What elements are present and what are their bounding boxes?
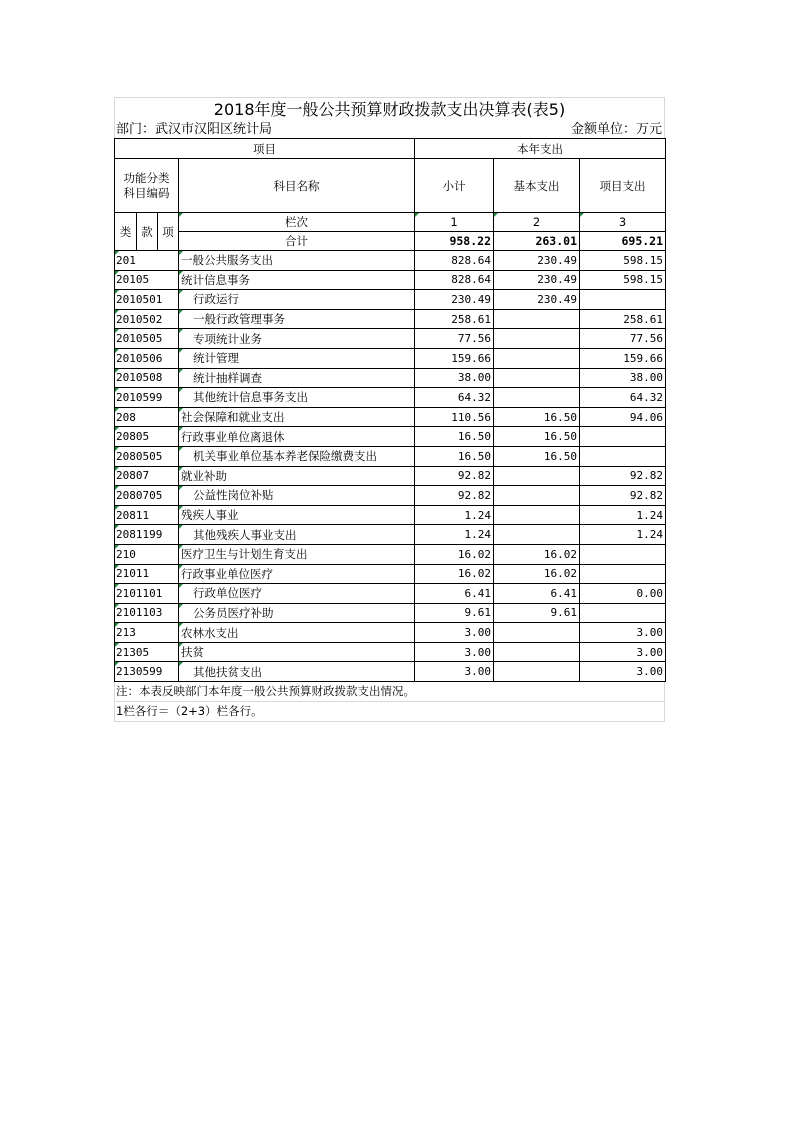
header-col3: 3: [580, 213, 666, 232]
row-basic: 230.49: [494, 270, 580, 290]
row-code: 208: [115, 407, 179, 427]
row-basic: [494, 623, 580, 643]
header-column-no: 栏次: [179, 213, 415, 232]
row-basic: [494, 525, 580, 545]
table-row: [115, 642, 666, 662]
table-row: [115, 623, 666, 643]
table-row: [115, 486, 666, 506]
header-project: 项目: [115, 139, 415, 159]
row-basic: [494, 309, 580, 329]
row-code: 2010502: [115, 309, 179, 329]
table-row: [115, 270, 666, 290]
row-project: 1.24: [580, 525, 666, 545]
total-basic: 263.01: [494, 232, 580, 251]
table-row: [115, 525, 666, 545]
table-row: [115, 368, 666, 388]
meta-row: [114, 122, 665, 138]
row-project: [580, 603, 666, 623]
row-basic: [494, 662, 580, 682]
row-subtotal: 38.00: [415, 368, 494, 388]
row-subject-name: 统计管理: [179, 348, 415, 368]
row-subject-name: 统计抽样调查: [179, 368, 415, 388]
row-basic: [494, 348, 580, 368]
row-subject-name: 统计信息事务: [179, 270, 415, 290]
row-project: 3.00: [580, 642, 666, 662]
row-project: 3.00: [580, 623, 666, 643]
row-basic: 16.50: [494, 446, 580, 466]
header-subtotal: 小计: [415, 159, 494, 213]
row-subject-name: 医疗卫生与计划生育支出: [179, 544, 415, 564]
row-project: 77.56: [580, 329, 666, 349]
row-project: 598.15: [580, 251, 666, 271]
row-basic: [494, 329, 580, 349]
row-basic: 9.61: [494, 603, 580, 623]
row-code: 213: [115, 623, 179, 643]
row-basic: 16.02: [494, 544, 580, 564]
row-code: 20105: [115, 270, 179, 290]
row-code: 21011: [115, 564, 179, 584]
row-subtotal: 1.24: [415, 525, 494, 545]
row-project: 1.24: [580, 505, 666, 525]
row-project: 94.06: [580, 407, 666, 427]
row-subtotal: 92.82: [415, 466, 494, 486]
row-project: 64.32: [580, 388, 666, 408]
row-basic: [494, 466, 580, 486]
row-subject-name: 公益性岗位补贴: [179, 486, 415, 506]
header-col1: 1: [415, 213, 494, 232]
row-code: 2010506: [115, 348, 179, 368]
row-subtotal: 3.00: [415, 662, 494, 682]
note-2: 1栏各行＝（2+3）栏各行。: [114, 702, 665, 722]
row-project: [580, 290, 666, 310]
row-basic: [494, 642, 580, 662]
row-subtotal: 64.32: [415, 388, 494, 408]
row-code: 2081199: [115, 525, 179, 545]
row-code: 2010599: [115, 388, 179, 408]
table-row: [115, 584, 666, 604]
table-row: [115, 505, 666, 525]
table-row: [115, 290, 666, 310]
row-code: 20811: [115, 505, 179, 525]
header-kuan: 款: [137, 213, 158, 251]
table-row: [115, 603, 666, 623]
row-code: 21305: [115, 642, 179, 662]
row-subtotal: 92.82: [415, 486, 494, 506]
row-subject-name: 其他统计信息事务支出: [179, 388, 415, 408]
row-code: 210: [115, 544, 179, 564]
row-project: 598.15: [580, 270, 666, 290]
row-project: 92.82: [580, 486, 666, 506]
row-code: 2130599: [115, 662, 179, 682]
row-subject-name: 扶贫: [179, 642, 415, 662]
row-subject-name: 残疾人事业: [179, 505, 415, 525]
table-row: [115, 564, 666, 584]
table-row: [115, 329, 666, 349]
row-subtotal: 3.00: [415, 642, 494, 662]
row-subject-name: 公务员医疗补助: [179, 603, 415, 623]
row-subject-name: 行政单位医疗: [179, 584, 415, 604]
table-row: [115, 309, 666, 329]
func-code-line2: 科目编码: [123, 185, 170, 200]
row-subtotal: 1.24: [415, 505, 494, 525]
header-col2: 2: [494, 213, 580, 232]
row-basic: 230.49: [494, 251, 580, 271]
table-row: [115, 348, 666, 368]
func-code-line1: 功能分类: [123, 170, 170, 185]
row-subject-name: 行政运行: [179, 290, 415, 310]
row-subtotal: 230.49: [415, 290, 494, 310]
header-lei: 类: [115, 213, 137, 251]
row-subtotal: 258.61: [415, 309, 494, 329]
row-subtotal: 16.02: [415, 564, 494, 584]
header-current-year: 本年支出: [415, 139, 666, 159]
row-project: 3.00: [580, 662, 666, 682]
table-row: [115, 662, 666, 682]
table-row: [115, 407, 666, 427]
table-row: [115, 544, 666, 564]
row-code: 2080505: [115, 446, 179, 466]
table-title: 2018年度一般公共预算财政拨款支出决算表(表5): [114, 97, 665, 122]
row-subject-name: 机关事业单位基本养老保险缴费支出: [179, 446, 415, 466]
total-label: 合计: [179, 232, 415, 251]
row-code: 201: [115, 251, 179, 271]
row-basic: [494, 505, 580, 525]
table-row: [115, 251, 666, 271]
row-project: 258.61: [580, 309, 666, 329]
row-subtotal: 9.61: [415, 603, 494, 623]
row-basic: 230.49: [494, 290, 580, 310]
row-subtotal: 110.56: [415, 407, 494, 427]
row-subtotal: 6.41: [415, 584, 494, 604]
row-subject-name: 社会保障和就业支出: [179, 407, 415, 427]
row-code: 2080705: [115, 486, 179, 506]
note-1: 注：本表反映部门本年度一般公共预算财政拨款支出情况。: [114, 682, 665, 702]
row-subtotal: 16.50: [415, 446, 494, 466]
row-subject-name: 专项统计业务: [179, 329, 415, 349]
header-project-exp: 项目支出: [580, 159, 666, 213]
row-subtotal: 16.50: [415, 427, 494, 447]
header-xiang: 项: [158, 213, 179, 251]
row-subtotal: 828.64: [415, 251, 494, 271]
row-subtotal: 77.56: [415, 329, 494, 349]
row-project: [580, 564, 666, 584]
row-basic: 16.50: [494, 427, 580, 447]
row-code: 20805: [115, 427, 179, 447]
row-subject-name: 行政事业单位离退休: [179, 427, 415, 447]
table-row: [115, 427, 666, 447]
row-code: 2101103: [115, 603, 179, 623]
unit-label: 金额单位：万元: [570, 122, 662, 137]
row-code: 2010505: [115, 329, 179, 349]
row-basic: [494, 486, 580, 506]
header-subject-name: 科目名称: [179, 159, 415, 213]
row-subtotal: 3.00: [415, 623, 494, 643]
row-code: 2101101: [115, 584, 179, 604]
table-row: [115, 388, 666, 408]
row-project: [580, 427, 666, 447]
row-subtotal: 159.66: [415, 348, 494, 368]
department-label: 部门：武汉市汉阳区统计局: [116, 122, 273, 137]
row-subject-name: 一般行政管理事务: [179, 309, 415, 329]
header-func-code: [115, 159, 179, 213]
row-project: [580, 544, 666, 564]
row-subject-name: 行政事业单位医疗: [179, 564, 415, 584]
total-subtotal: 958.22: [415, 232, 494, 251]
header-basic: 基本支出: [494, 159, 580, 213]
row-basic: 16.50: [494, 407, 580, 427]
row-project: 38.00: [580, 368, 666, 388]
row-subtotal: 828.64: [415, 270, 494, 290]
row-project: 159.66: [580, 348, 666, 368]
row-basic: 16.02: [494, 564, 580, 584]
table-row: [115, 446, 666, 466]
row-project: 92.82: [580, 466, 666, 486]
expense-table: [114, 138, 666, 682]
table-row: [115, 466, 666, 486]
row-basic: [494, 368, 580, 388]
final-accounts-sheet: [114, 97, 665, 722]
row-subtotal: 16.02: [415, 544, 494, 564]
row-subject-name: 其他扶贫支出: [179, 662, 415, 682]
row-subject-name: 其他残疾人事业支出: [179, 525, 415, 545]
row-basic: [494, 388, 580, 408]
row-code: 20807: [115, 466, 179, 486]
row-basic: 6.41: [494, 584, 580, 604]
total-project: 695.21: [580, 232, 666, 251]
row-project: 0.00: [580, 584, 666, 604]
row-subject-name: 一般公共服务支出: [179, 251, 415, 271]
row-subject-name: 就业补助: [179, 466, 415, 486]
row-subject-name: 农林水支出: [179, 623, 415, 643]
row-code: 2010501: [115, 290, 179, 310]
row-project: [580, 446, 666, 466]
row-code: 2010508: [115, 368, 179, 388]
